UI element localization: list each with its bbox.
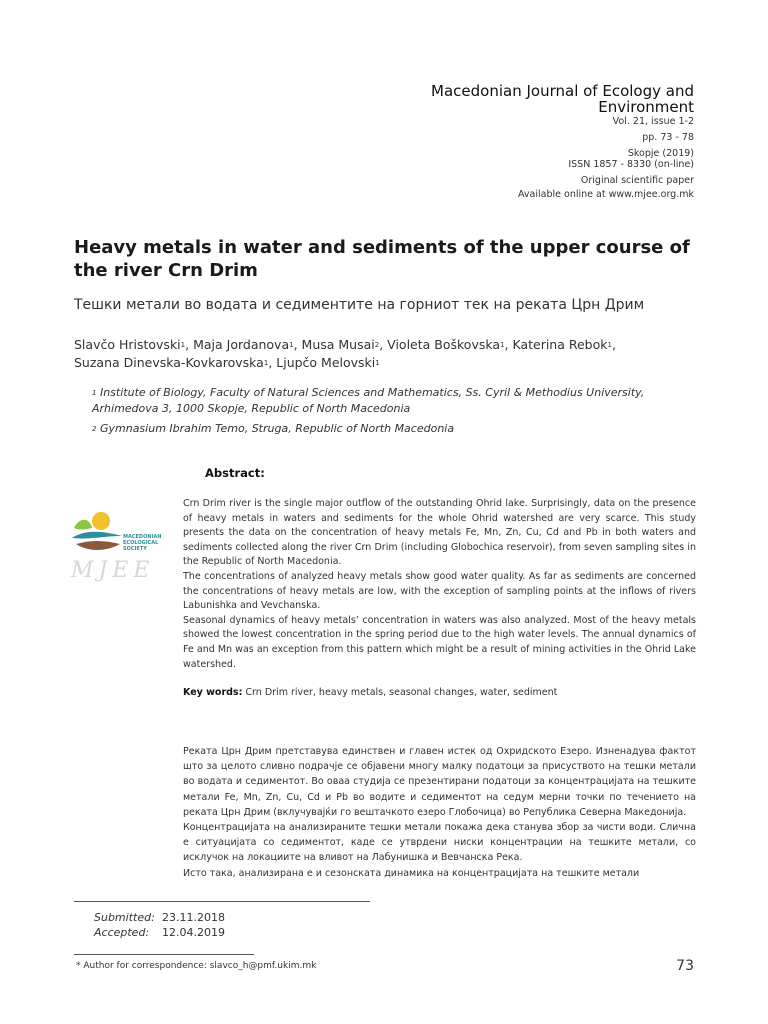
abstract-mk-body	[183, 744, 696, 881]
journal-issn: ISSN 1857 - 8330 (on-line)	[568, 159, 694, 170]
correspondence-footnote: * Author for correspondence: slavco_h@pmf.ukim.mk	[76, 961, 317, 971]
journal-pages: pp. 73 - 78	[642, 132, 694, 143]
abstract-mk-paragraph: Реката Црн Дрим претставува единствен и главен истек од Охридското Езеро. Изненадува фактот што за целото сливно подрачје се објавени многу малку податоци за присуството на тешки метали во водата и седиментот. Во оваа студија се презентирани податоци за концентрацијата на тешките метали Fe, Mn, Zn, Cu, Cd и Pb во водите и седиментот на седум мерни точки по течението на реката Црн Дрим (вклучувајќи го вештачкото езеро Глобочица) во Република Северна Македонија.	[183, 746, 696, 818]
accepted-date: 12.04.2019	[162, 926, 225, 939]
mjee-logo	[70, 508, 180, 588]
affiliation-1: $^1$ Institute of Biology, Faculty of Natural Sciences and Mathematics, Ss. Cyril & Methodius University, Arhimedova 3, 1000 Skopje, Republic of North Macedonia	[92, 386, 645, 415]
footnote-divider	[74, 954, 254, 955]
submission-dates	[94, 910, 225, 940]
keywords-label: Key words:	[183, 687, 243, 698]
paper-title-mk: Тешки метали во водата и седиментите на горниот тек на реката Црн Дрим	[74, 297, 645, 313]
journal-place-year: Skopje (2019)	[627, 148, 694, 159]
journal-name-line1: Macedonian Journal of Ecology and	[431, 82, 694, 100]
accepted-label: Accepted:	[94, 926, 150, 939]
author-list	[74, 336, 704, 372]
author: Violeta Boškovska$^1$,	[387, 337, 513, 352]
abstract-mk-paragraph: Исто така, анализирана е и сезонската динамика на концентрацијата на тешките метали	[183, 867, 640, 879]
author: Slavčo Hristovski$^1$,	[74, 337, 194, 352]
dates-divider	[74, 901, 370, 902]
paper-type: Original scientific paper	[580, 175, 694, 186]
journal-volume: Vol. 21, issue 1-2	[612, 116, 694, 127]
abstract-heading: Abstract:	[205, 466, 265, 480]
abstract-paragraph: Seasonal dynamics of heavy metals’ concentration in waters was also analyzed. Most of the heavy metals showed the lowest concentration in the spring period due to the high water levels. The annual dynamics of Fe and Mn was an exception from this pattern which might be a result of mining activities in the Ohrid Lake watershed.	[183, 614, 696, 670]
author: Musa Musai$^2$,	[301, 337, 388, 352]
affiliation-2: $^2$ Gymnasium Ibrahim Temo, Struga, Republic of North Macedonia	[92, 422, 455, 435]
journal-url[interactable]: Available online at www.mjee.org.mk	[517, 189, 694, 200]
abstract-mk-paragraph: Концентрацијата на анализираните тешки метали покажа дека станува збор за чисти води. Слична е ситуацијата со седиментот, каде се утврдени ниски концентрации на тешките метали, со исклучок на локациите на вливот на Лабунишка и Вевчанска Река.	[183, 822, 696, 864]
logo-emblem-icon	[70, 508, 130, 556]
abstract-paragraph: Crn Drim river is the single major outflow of the outstanding Ohrid lake. Surprisingly, data on the presence of heavy metals in waters and sediments for the whole Ohrid watershed are very scarce. This study presents the data on the concentration of heavy metals Fe, Mn, Zn, Cu, Cd and Pb in both waters and sediments collected along the river Crn Drim (including Globochica reservoir), from seven sampling sites in the Republic of North Macedonia.	[183, 498, 696, 568]
keywords-text: Crn Drim river, heavy metals, seasonal changes, water, sediment	[245, 687, 558, 698]
journal-name	[274, 83, 694, 115]
abstract-body	[183, 497, 696, 672]
submitted-date: 23.11.2018	[162, 911, 225, 924]
submitted-label: Submitted:	[94, 911, 155, 924]
author: Suzana Dinevska-Kovkarovska$^1$,	[74, 355, 277, 370]
page-number: 73	[676, 958, 694, 974]
logo-society-text: MACEDONIAN ECOLOGICAL SOCIETY	[123, 534, 162, 552]
abstract-paragraph: The concentrations of analyzed heavy metals show good water quality. As far as sediments are concerned the concentrations of heavy metals are low, with the exception of sampling points at the inflows of rivers Labunishka and Vevchanska.	[183, 570, 696, 612]
author: Maja Jordanova$^1$,	[193, 337, 302, 352]
author: Ljupčo Melovski$^1$	[276, 355, 380, 370]
paper-title: Heavy metals in water and sediments of the upper course of the river Crn Drim	[74, 237, 690, 281]
keywords	[183, 686, 703, 700]
journal-name-line2: Environment	[598, 98, 694, 116]
logo-wordmark: MJEE	[71, 558, 155, 583]
author: Katerina Rebok$^1$,	[512, 337, 616, 352]
